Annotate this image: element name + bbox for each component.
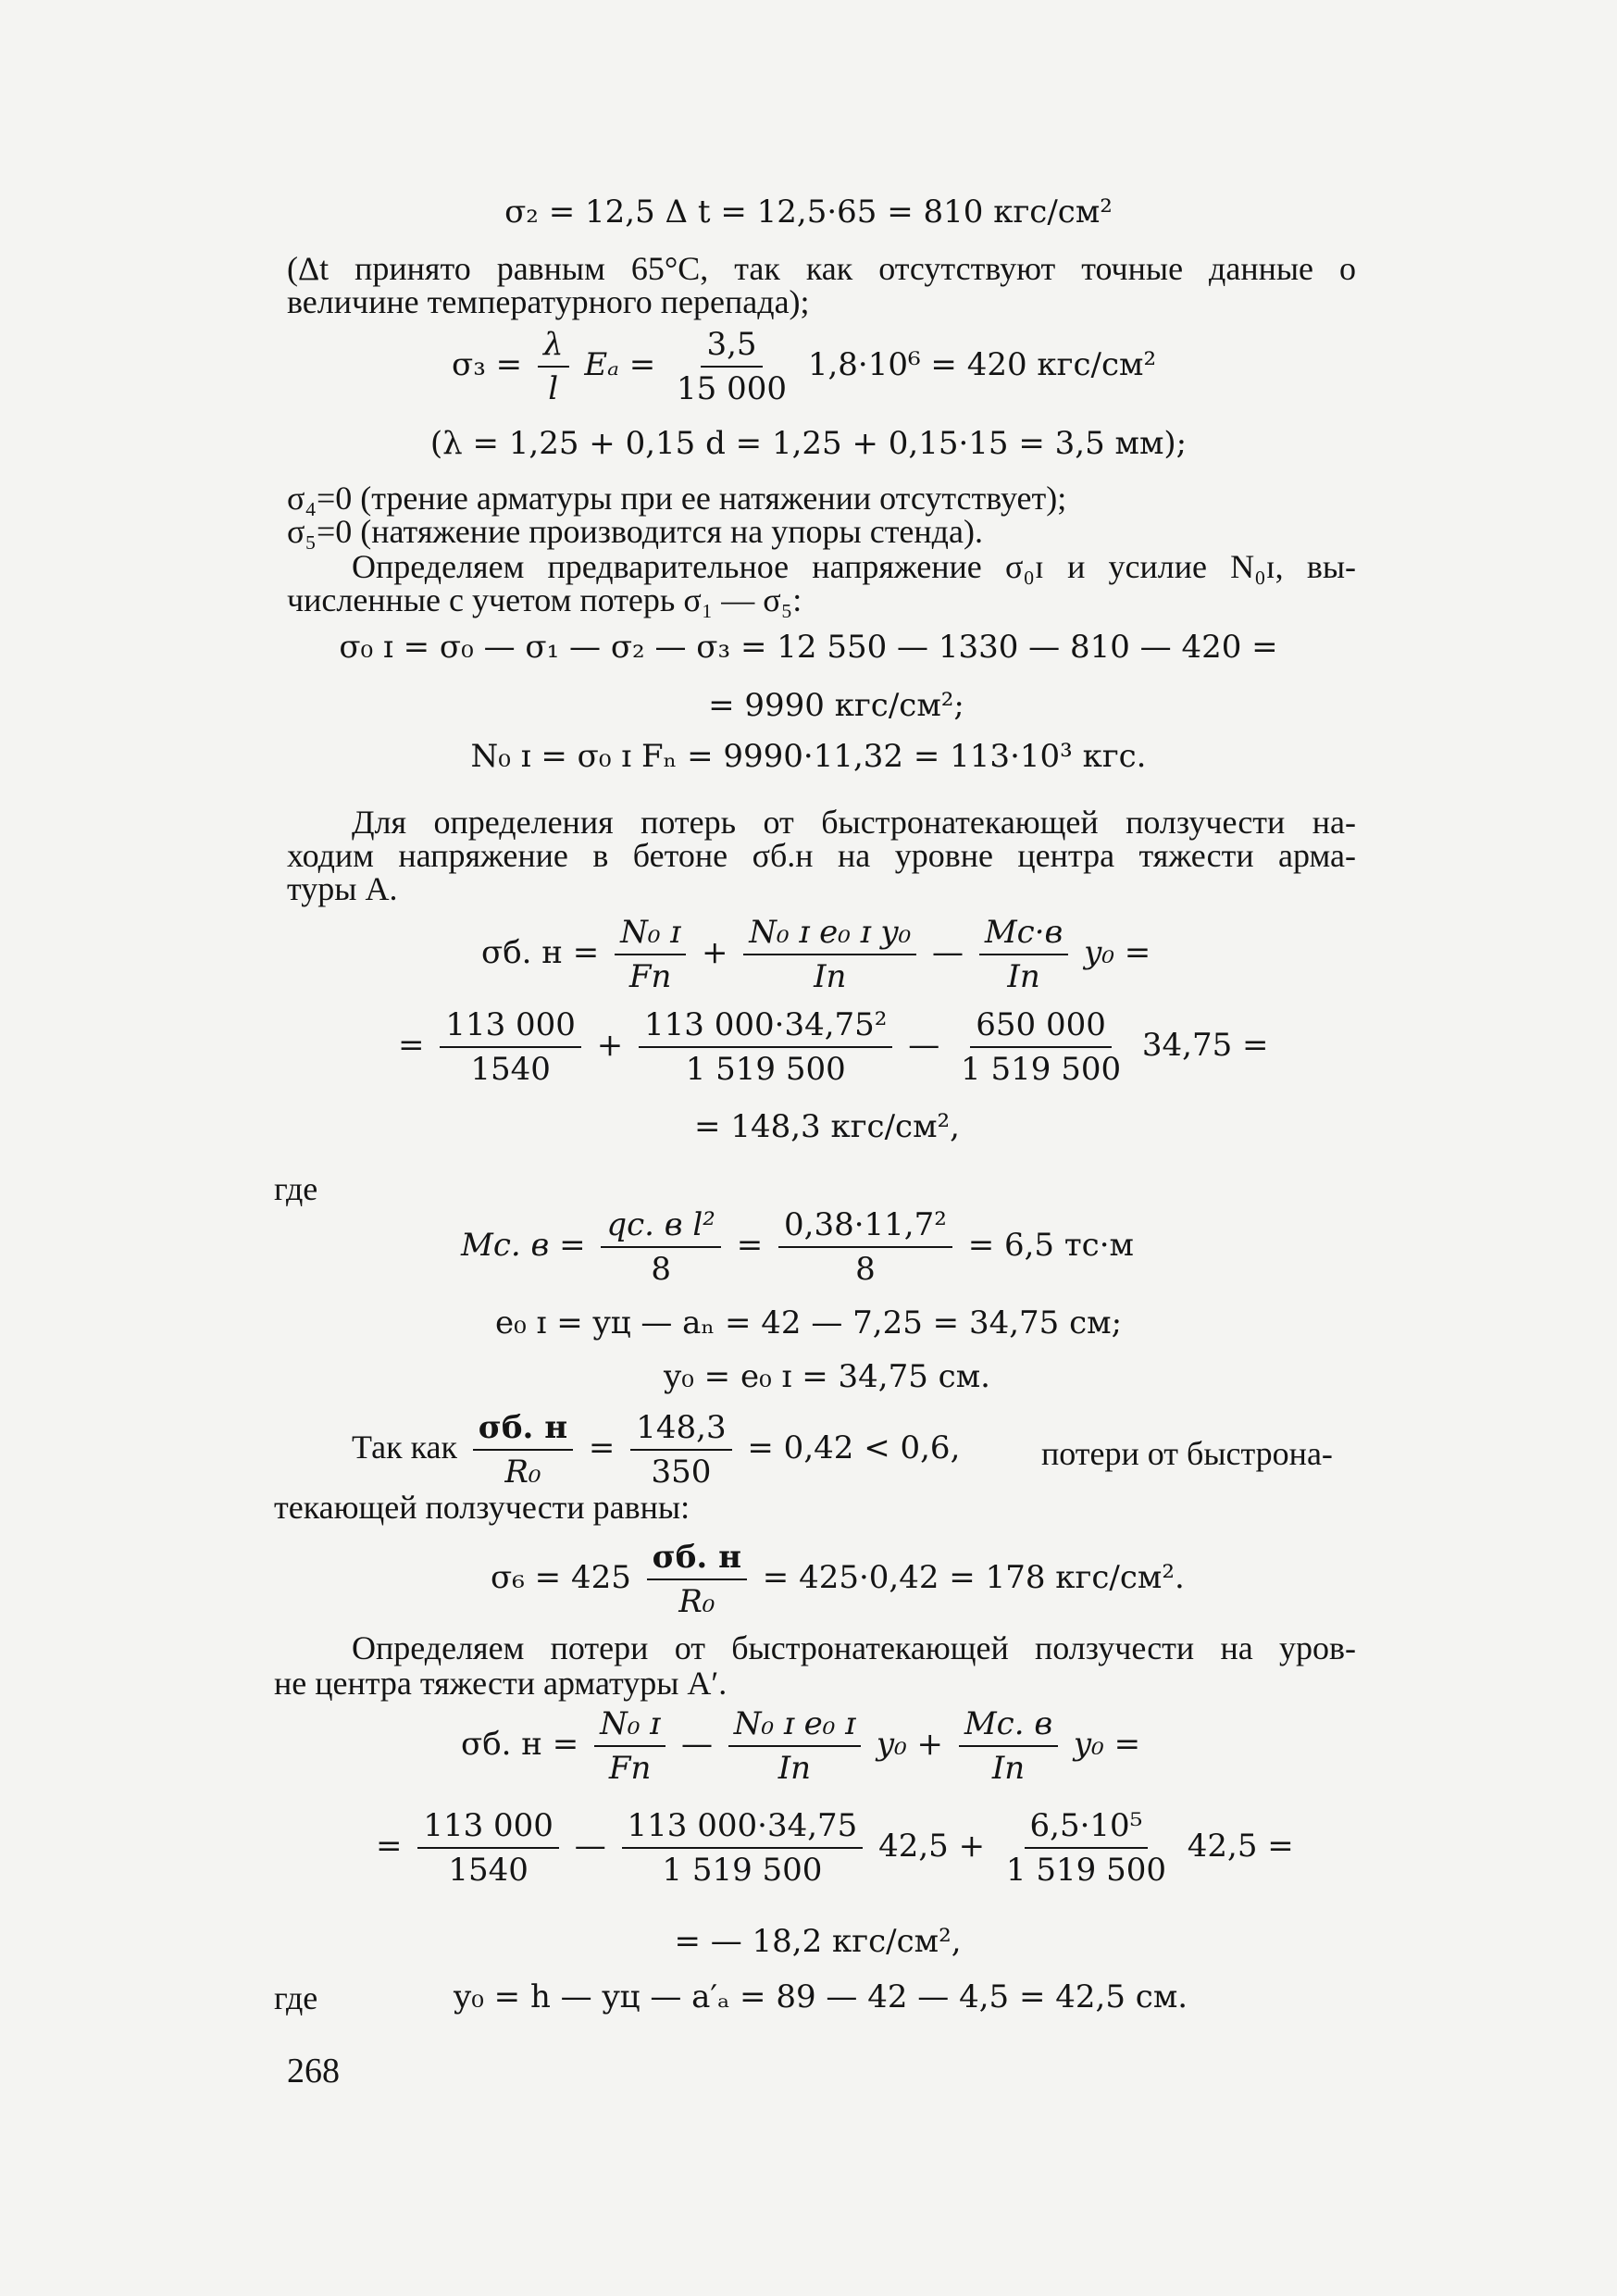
fraction xyxy=(417,1807,559,1889)
fraction xyxy=(647,1539,747,1620)
denominator: 8 xyxy=(855,1251,876,1288)
numerator: 650 000 xyxy=(970,1009,1112,1048)
fraction xyxy=(630,1409,731,1491)
denominator: 1 519 500 xyxy=(961,1051,1122,1088)
lhs: = xyxy=(398,1027,425,1064)
lhs: σб. н = xyxy=(461,1726,579,1763)
denominator: Iп xyxy=(1007,958,1040,995)
numerator: N₀ ɪ e₀ ɪ y₀ xyxy=(743,917,916,955)
term: = 425·0,42 = 178 кгс/см². xyxy=(762,1559,1185,1596)
denominator: 8 xyxy=(651,1251,671,1288)
denominator: Iп xyxy=(991,1750,1026,1787)
denominator: Iп xyxy=(814,958,847,995)
equation-sigma-bn-2 xyxy=(461,1705,1141,1787)
equation-y0-2: y₀ = h — yц — a′ₐ = 89 — 42 — 4,5 = 42,5 см. xyxy=(454,1978,1188,2015)
fraction xyxy=(778,1206,952,1288)
paragraph-line: ходим напряжение в бетоне σб.н на уровне центра тяжести арма- xyxy=(287,837,1356,874)
paragraph-line: не центра тяжести арматуры A′. xyxy=(274,1665,728,1702)
fraction xyxy=(955,1006,1126,1088)
denominator: 15 000 xyxy=(677,370,787,407)
equation-sigma01-result: = 9990 кгс/см²; xyxy=(708,687,964,724)
lhs: σ₆ = 425 xyxy=(491,1559,631,1596)
numerator: qс. в l² xyxy=(601,1209,721,1248)
fraction xyxy=(728,1705,861,1787)
denominator: 350 xyxy=(651,1454,712,1491)
numerator: σб. н xyxy=(647,1541,747,1580)
term: y₀ = xyxy=(1073,1726,1141,1763)
equation-y0: y₀ = e₀ ɪ = 34,75 см. xyxy=(664,1358,990,1395)
equation-ratio xyxy=(352,1409,961,1491)
denominator: Iп xyxy=(777,1750,812,1787)
denominator: 1 519 500 xyxy=(662,1852,823,1889)
numerator: N₀ ɪ xyxy=(594,1708,665,1747)
lhs: Mс. в = xyxy=(461,1227,586,1264)
term: Eₐ = xyxy=(584,346,656,383)
term: 1,8·10⁶ = 420 кгс/см² xyxy=(807,346,1157,383)
fraction xyxy=(979,914,1068,995)
operator: + xyxy=(596,1027,624,1064)
where-label: где xyxy=(274,1170,318,1207)
denominator: R₀ xyxy=(504,1454,541,1491)
paragraph-line: потери от быстрона- xyxy=(1041,1435,1333,1472)
numerator: N₀ ɪ xyxy=(615,917,686,955)
fraction xyxy=(743,914,916,995)
equation-sigma6 xyxy=(491,1539,1185,1620)
numerator: 3,5 xyxy=(701,329,762,368)
equation-sigma01: σ₀ ɪ = σ₀ — σ₁ — σ₂ — σ₃ = 12 550 — 1330 — 810 — 420 = xyxy=(339,629,1278,666)
numerator: 113 000·34,75 xyxy=(622,1810,864,1849)
numerator: N₀ ɪ e₀ ɪ xyxy=(728,1708,861,1747)
term: = 0,42 < 0,6, xyxy=(747,1429,961,1466)
denominator: Fп xyxy=(628,958,672,995)
paragraph-line: (Δt принято равным 65°С, так как отсутствуют точные данные о xyxy=(287,250,1356,287)
equation-lambda: (λ = 1,25 + 0,15 d = 1,25 + 0,15·15 = 3,5 мм); xyxy=(429,425,1188,462)
denominator: l xyxy=(548,370,559,407)
lhs: σб. н = xyxy=(481,934,600,971)
fraction xyxy=(615,914,686,995)
fraction xyxy=(959,1705,1058,1787)
equation-result-2: = — 18,2 кгс/см², xyxy=(674,1923,962,1960)
text: Так как xyxy=(352,1429,457,1466)
numerator: 113 000 xyxy=(440,1009,581,1048)
numerator: 6,5·10⁵ xyxy=(1025,1810,1149,1849)
term: = 6,5 тс·м xyxy=(967,1227,1134,1264)
denominator: R₀ xyxy=(678,1583,715,1620)
operator: — xyxy=(908,1027,940,1064)
equation-sigma-bn xyxy=(481,914,1151,995)
fraction xyxy=(622,1807,864,1889)
page-number: 268 xyxy=(287,2052,340,2090)
paragraph-line: текающей ползучести равны: xyxy=(274,1489,690,1526)
term: y₀ = xyxy=(1084,934,1151,971)
equation-sigma-bn-numeric xyxy=(398,1006,1269,1088)
fraction xyxy=(594,1705,665,1787)
fraction xyxy=(601,1206,721,1288)
numerator: Mс·в xyxy=(979,917,1068,955)
paragraph-line: Определяем предварительное напряжение σ₀ɪ и усилие N₀ɪ, вы- xyxy=(352,548,1356,585)
operator: — xyxy=(680,1726,713,1763)
paragraph-line: σ₅=0 (натяжение производится на упоры стенда). xyxy=(287,513,983,550)
fraction xyxy=(440,1006,581,1088)
equation-result: = 148,3 кгс/см², xyxy=(694,1108,960,1145)
fraction xyxy=(671,326,792,407)
numerator: σб. н xyxy=(473,1412,573,1451)
operator: — xyxy=(574,1828,606,1865)
equation-sigma-bn-2-numeric xyxy=(376,1807,1294,1889)
fraction xyxy=(538,326,569,407)
paragraph-line: туры A. xyxy=(287,870,398,907)
lhs: = xyxy=(376,1828,403,1865)
fraction xyxy=(473,1409,573,1491)
operator: — xyxy=(932,934,964,971)
denominator: 1540 xyxy=(448,1852,529,1889)
numerator: 0,38·11,7² xyxy=(778,1209,952,1248)
equation-sigma2: σ₂ = 12,5 Δ t = 12,5·65 = 810 кгс/см² xyxy=(504,193,1113,231)
fraction xyxy=(639,1006,892,1088)
paragraph-line: величине температурного перепада); xyxy=(287,283,810,320)
operator: 42,5 + xyxy=(878,1828,986,1865)
numerator: 113 000 xyxy=(417,1810,559,1849)
equation-m-sv xyxy=(461,1206,1134,1288)
numerator: Mс. в xyxy=(959,1708,1058,1747)
equation-e01: e₀ ɪ = yц — aₙ = 42 — 7,25 = 34,75 см; xyxy=(494,1304,1123,1341)
numerator: 148,3 xyxy=(630,1412,731,1451)
lhs: σ₃ = xyxy=(452,346,523,383)
operator: = xyxy=(588,1429,616,1466)
operator: = xyxy=(736,1227,764,1264)
denominator: Fп xyxy=(608,1750,652,1787)
paragraph-line: численные с учетом потерь σ₁ — σ₅: xyxy=(287,581,802,618)
operator: + xyxy=(701,934,728,971)
denominator: 1 519 500 xyxy=(1005,1852,1166,1889)
term: 42,5 = xyxy=(1187,1828,1294,1865)
denominator: 1 519 500 xyxy=(685,1051,846,1088)
equation-n01: N₀ ɪ = σ₀ ɪ Fₙ = 9990·11,32 = 113·10³ кгс. xyxy=(470,738,1147,775)
term: 34,75 = xyxy=(1141,1027,1269,1064)
operator: y₀ + xyxy=(876,1726,944,1763)
paragraph-line: Для определения потерь от быстронатекающей ползучести на- xyxy=(352,804,1356,841)
paragraph-line: Определяем потери от быстронатекающей ползучести на уров- xyxy=(352,1629,1356,1666)
numerator: 113 000·34,75² xyxy=(639,1009,892,1048)
numerator: λ xyxy=(538,329,569,368)
fraction xyxy=(1001,1807,1172,1889)
paragraph-line: σ₄=0 (трение арматуры при ее натяжении отсутствует); xyxy=(287,480,1067,517)
where-label: где xyxy=(274,1979,318,2016)
denominator: 1540 xyxy=(470,1051,551,1088)
equation-sigma3 xyxy=(452,326,1157,407)
